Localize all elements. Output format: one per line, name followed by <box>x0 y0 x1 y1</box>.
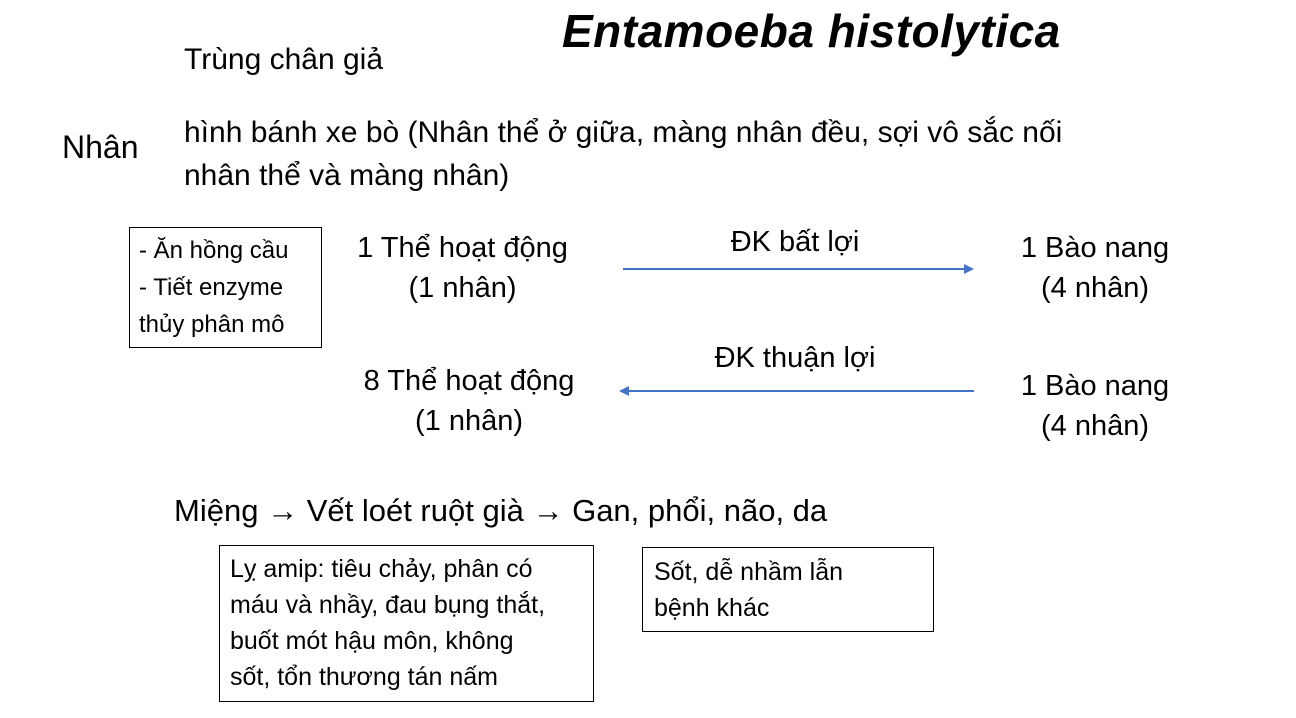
route-step-organs: Gan, phổi, não, da <box>572 493 828 528</box>
trophozoite-top-line-1: 1 Thể hoạt động <box>357 232 568 264</box>
page-title: Entamoeba histolytica <box>562 5 1061 57</box>
trophozoite-bottom-line-1: 8 Thể hoạt động <box>363 365 575 397</box>
nucleus-description-line-1: hình bánh xe bò (Nhân thể ở giữa, màng nhân đều, sợi vô sắc nối <box>184 116 1063 149</box>
cyst-top-line-2: (4 nhân) <box>1040 272 1149 304</box>
symptoms-line-3: buốt mót hậu môn, không <box>230 627 514 655</box>
trophozoite-bottom-line-2: (1 nhân) <box>414 405 523 437</box>
feature-tissue-lysis: thủy phân mô <box>139 311 285 338</box>
symptoms-box <box>219 545 594 702</box>
symptoms-line-2: máu và nhầy, đau bụng thắt, <box>230 591 546 619</box>
arrow-to-cyst <box>623 264 974 274</box>
fever-box <box>642 547 934 632</box>
nucleus-label: Nhân <box>62 129 139 165</box>
arrow-to-trophozoite <box>619 386 974 396</box>
infection-route <box>174 489 827 532</box>
nucleus-description-line-2: nhân thể và màng nhân) <box>184 159 510 192</box>
route-arrow-1: → <box>267 493 299 528</box>
route-arrow-2: → <box>532 493 564 528</box>
route-step-mouth: Miệng <box>174 493 259 528</box>
class-label: Trùng chân giả <box>184 43 384 76</box>
fever-line-1: Sốt, dễ nhầm lẫn <box>654 558 844 586</box>
cyst-bottom-line-2: (4 nhân) <box>1040 410 1149 442</box>
cyst-top-line-1: 1 Bào nang <box>1020 232 1170 264</box>
route-step-colon-ulcer: Vết loét ruột già <box>306 493 524 528</box>
symptoms-line-1: Lỵ amip: tiêu chảy, phân có <box>230 555 533 583</box>
feature-secrete-enzyme: - Tiết enzyme <box>139 274 284 301</box>
fever-line-2: bệnh khác <box>654 594 770 622</box>
favorable-condition-label: ĐK thuận lợi <box>714 342 876 374</box>
feature-eat-rbc: - Ăn hồng cầu <box>139 237 289 264</box>
cyst-bottom-line-1: 1 Bào nang <box>1020 370 1170 402</box>
unfavorable-condition-label: ĐK bất lợi <box>730 226 860 258</box>
trophozoite-top-line-2: (1 nhân) <box>408 272 517 304</box>
symptoms-line-4: sốt, tổn thương tán nấm <box>230 663 499 691</box>
